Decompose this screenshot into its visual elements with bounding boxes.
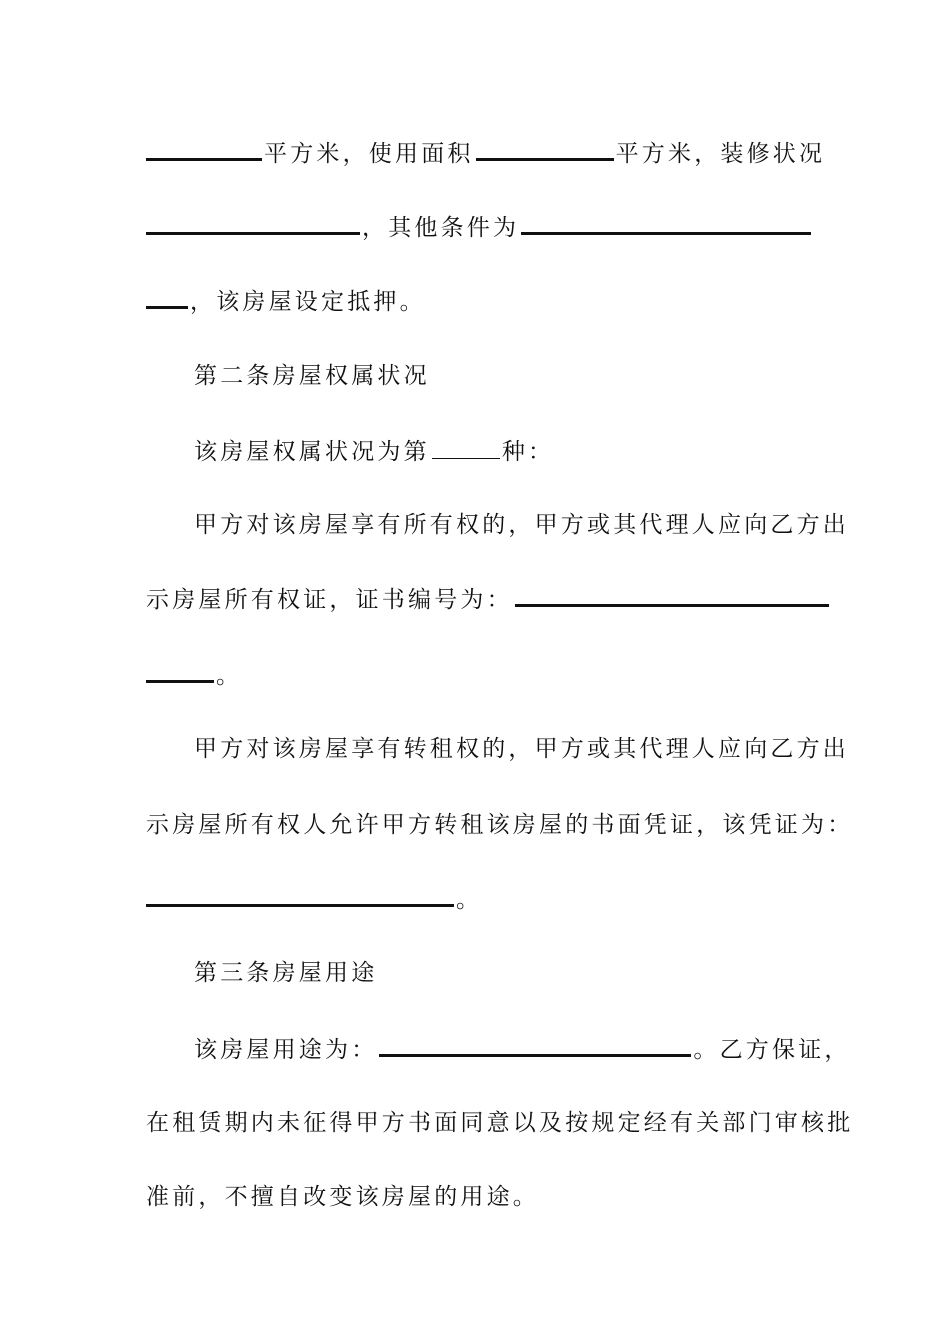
text-line-sublease-proof-end — [146, 884, 482, 914]
text-line-sublease-proof: 示房屋所有权人允许甲方转租该房屋的书面凭证，该凭证为： — [146, 812, 854, 838]
text-segment: 平方米，使用面积 — [264, 141, 474, 167]
text-line-usage-guarantee: 在租赁期内未征得甲方书面同意以及按规定经有关部门审核批 — [146, 1110, 854, 1136]
text-segment: 示房屋所有权证，证书编号为： — [146, 587, 513, 613]
blank-other-conditions[interactable] — [521, 212, 811, 235]
blank-other-conditions-cont[interactable] — [146, 286, 188, 309]
blank-sublease-proof[interactable] — [146, 884, 454, 907]
blank-certificate-number[interactable] — [515, 584, 829, 607]
text-segment: 。 — [456, 887, 483, 913]
blank-usable-area[interactable] — [476, 138, 614, 161]
text-line-mortgage — [146, 286, 426, 316]
text-segment: 该房屋用途为： — [194, 1037, 378, 1063]
text-segment: 。 — [216, 663, 243, 689]
section-heading-ownership: 第二条房屋权属状况 — [194, 363, 430, 389]
text-segment: ，该房屋设定抵押。 — [190, 289, 426, 315]
text-line-usage-guarantee-end: 准前，不擅自改变该房屋的用途。 — [146, 1184, 539, 1210]
text-segment: 该房屋权属状况为第 — [194, 439, 430, 465]
text-segment: ，其他条件为 — [362, 215, 520, 241]
text-segment: 平方米，装修状况 — [615, 141, 826, 167]
paragraph-sublease: 甲方对该房屋享有转租权的，甲方或其代理人应向乙方出 — [194, 736, 849, 762]
blank-usage[interactable] — [379, 1034, 691, 1057]
blank-certificate-number-cont[interactable] — [146, 660, 214, 683]
section-heading-usage: 第三条房屋用途 — [194, 960, 378, 986]
blank-decoration-status[interactable] — [146, 212, 360, 235]
text-line-usage — [194, 1034, 851, 1064]
text-segment: 。乙方保证， — [693, 1037, 851, 1063]
text-segment: 种： — [501, 439, 555, 465]
blank-ownership-type[interactable] — [432, 436, 500, 459]
text-line-ownership-type — [194, 436, 554, 466]
paragraph-ownership: 甲方对该房屋享有所有权的，甲方或其代理人应向乙方出 — [194, 512, 849, 538]
text-line-certificate — [146, 584, 831, 614]
text-line-area — [146, 138, 825, 168]
text-line-certificate-end — [146, 660, 242, 690]
text-line-conditions — [146, 212, 813, 242]
blank-construction-area[interactable] — [146, 138, 262, 161]
